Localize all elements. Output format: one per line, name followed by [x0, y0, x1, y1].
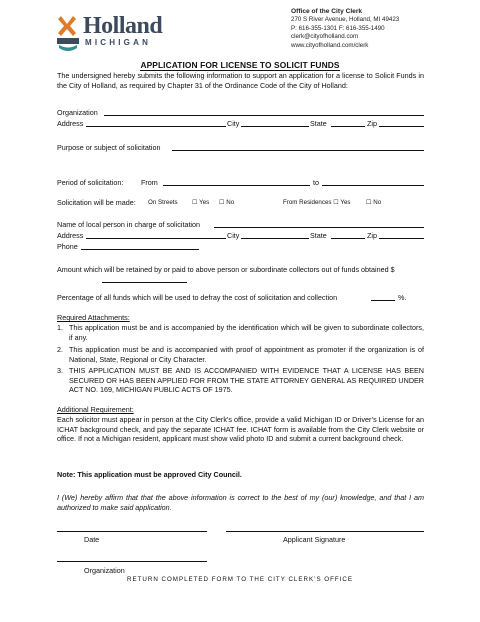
required-item-number: 3. [57, 366, 63, 375]
yes-label: Yes [340, 199, 351, 206]
checkbox-icon[interactable]: ☐ [366, 199, 372, 206]
address-label: Address [57, 119, 84, 128]
amount-statement [57, 265, 424, 275]
checkbox-icon[interactable]: ☐ [192, 199, 198, 206]
city-field-2[interactable] [241, 238, 309, 239]
office-phone-fax: P: 616-355-1301 F: 616-355-1490 [291, 24, 385, 32]
office-email[interactable]: clerk@cityofholland.com [291, 33, 359, 41]
required-item-2 [57, 345, 424, 364]
period-to-field[interactable] [322, 185, 424, 186]
approval-note: Note: This application must be approved City Council. [57, 470, 242, 479]
zip-label: Zip [367, 119, 377, 128]
zip-field[interactable] [379, 126, 424, 127]
organization-signature-label: Organization [84, 566, 125, 575]
from-residences-option [283, 199, 351, 206]
applicant-signature-field[interactable] [226, 531, 424, 532]
logo-subtitle: MICHIGAN [85, 38, 152, 47]
organization-label: Organization [57, 108, 98, 117]
date-label: Date [84, 535, 100, 544]
percent-sign: %. [398, 293, 407, 302]
amount-label: Amount which will be retained by or paid to above person or subordinate collectors out of funds obtained [57, 265, 389, 274]
state-label: State [310, 119, 327, 128]
additional-requirement-text: Each solicitor must appear in person at the City Clerk’s office, provide a valid Michigan ID or Driver’s License for an ICHAT background check, and pay the separate ICHAT fee. ICHAT form is available from the City Clerk website or office. If not a Michigan resident, applicant must show valid photo ID and submit a current background check. [57, 415, 424, 444]
intro-paragraph: The undersigned hereby submits the following information to support an application for a license to Solicit Funds in the City of Holland, as required by Chapter 31 of the Ordinance Code of the City of Holland: [57, 71, 424, 90]
no-label: No [373, 199, 382, 206]
from-label: From [141, 178, 158, 187]
checkbox-icon[interactable]: ☐ [333, 199, 339, 206]
required-item-3 [57, 366, 424, 395]
yes-label: Yes [199, 199, 210, 206]
holland-logo [55, 10, 170, 52]
state-label-2: State [310, 231, 327, 240]
amount-field[interactable] [102, 282, 187, 283]
state-field-2[interactable] [331, 238, 365, 239]
zip-field-2[interactable] [379, 238, 424, 239]
form-title [0, 60, 480, 70]
to-label: to [313, 178, 319, 187]
required-item-number: 2. [57, 345, 63, 354]
office-title: Office of the City Clerk [291, 8, 363, 15]
local-person-label: Name of local person in charge of solicitation [57, 220, 201, 229]
affirmation-text: I (We) hereby affirm that that the above information is correct to the best of my (our) knowledge, and that I am authorized to make said application. [57, 493, 424, 512]
address-field[interactable] [86, 126, 226, 127]
period-label: Period of solicitation: [57, 178, 124, 187]
required-item-text: This application must be and is accompanied with proof of appointment as promoter if the organization is of National, State, Regional or City Character. [69, 345, 424, 364]
no-label: No [226, 199, 235, 206]
on-streets-yes-option[interactable] [192, 199, 209, 206]
zip-label-2: Zip [367, 231, 377, 240]
from-residences-label: From Residences [283, 199, 332, 206]
dollar-sign: $ [390, 265, 395, 274]
solicitation-made-label: Solicitation will be made: [57, 198, 136, 207]
required-item-text: This application must be and is accompanied by the identification which will be given to subordinate collectors, if any. [69, 323, 424, 342]
form-title-text: APPLICATION FOR LICENSE TO SOLICIT FUNDS [140, 60, 340, 70]
local-person-field[interactable] [214, 227, 424, 228]
phone-label: Phone [57, 242, 78, 251]
city-field[interactable] [241, 126, 309, 127]
period-from-field[interactable] [163, 185, 310, 186]
phone-field[interactable] [81, 249, 199, 250]
office-address: 270 S River Avenue, Holland, MI 49423 [291, 16, 400, 24]
organization-signature-field[interactable] [57, 561, 207, 562]
required-item-number: 1. [57, 323, 63, 332]
address-field-2[interactable] [86, 238, 226, 239]
organization-field[interactable] [104, 115, 424, 116]
address-label-2: Address [57, 231, 84, 240]
date-field[interactable] [57, 531, 207, 532]
required-item-1 [57, 323, 424, 342]
state-field[interactable] [331, 126, 365, 127]
office-website[interactable]: www.cityofholland.com/clerk [291, 41, 369, 49]
logo-wordmark: Holland [83, 13, 163, 39]
additional-requirement-heading: Additional Requirement: [57, 405, 134, 414]
city-label: City [227, 119, 240, 128]
from-residences-no-option[interactable] [366, 199, 381, 206]
holland-emblem-icon [55, 14, 81, 54]
checkbox-icon[interactable]: ☐ [219, 199, 225, 206]
purpose-field[interactable] [172, 150, 424, 151]
return-instructions: RETURN COMPLETED FORM TO THE CITY CLERK’S OFFICE [127, 576, 353, 583]
office-contact-block [291, 8, 399, 50]
required-attachments-heading: Required Attachments: [57, 313, 130, 322]
on-streets-label: On Streets [148, 199, 178, 206]
purpose-label: Purpose or subject of solicitation [57, 143, 161, 152]
percentage-label: Percentage of all funds which will be used to defray the cost of solicitation and collection [57, 293, 338, 302]
percentage-field[interactable] [371, 300, 395, 301]
applicant-signature-label: Applicant Signature [283, 535, 346, 544]
required-item-text: THIS APPLICATION MUST BE AND IS ACCOMPANIED WITH EVIDENCE THAT A LICENSE HAS BEEN SECURED OR HAS BEEN APPLIED FOR FROM THE STATE ATTORNEY GENERAL AS REQUIRED UNDER ACT NO. 169, MICHIGAN PUBLIC ACTS OF 1975. [69, 366, 424, 395]
city-label-2: City [227, 231, 240, 240]
on-streets-no-option[interactable] [219, 199, 234, 206]
